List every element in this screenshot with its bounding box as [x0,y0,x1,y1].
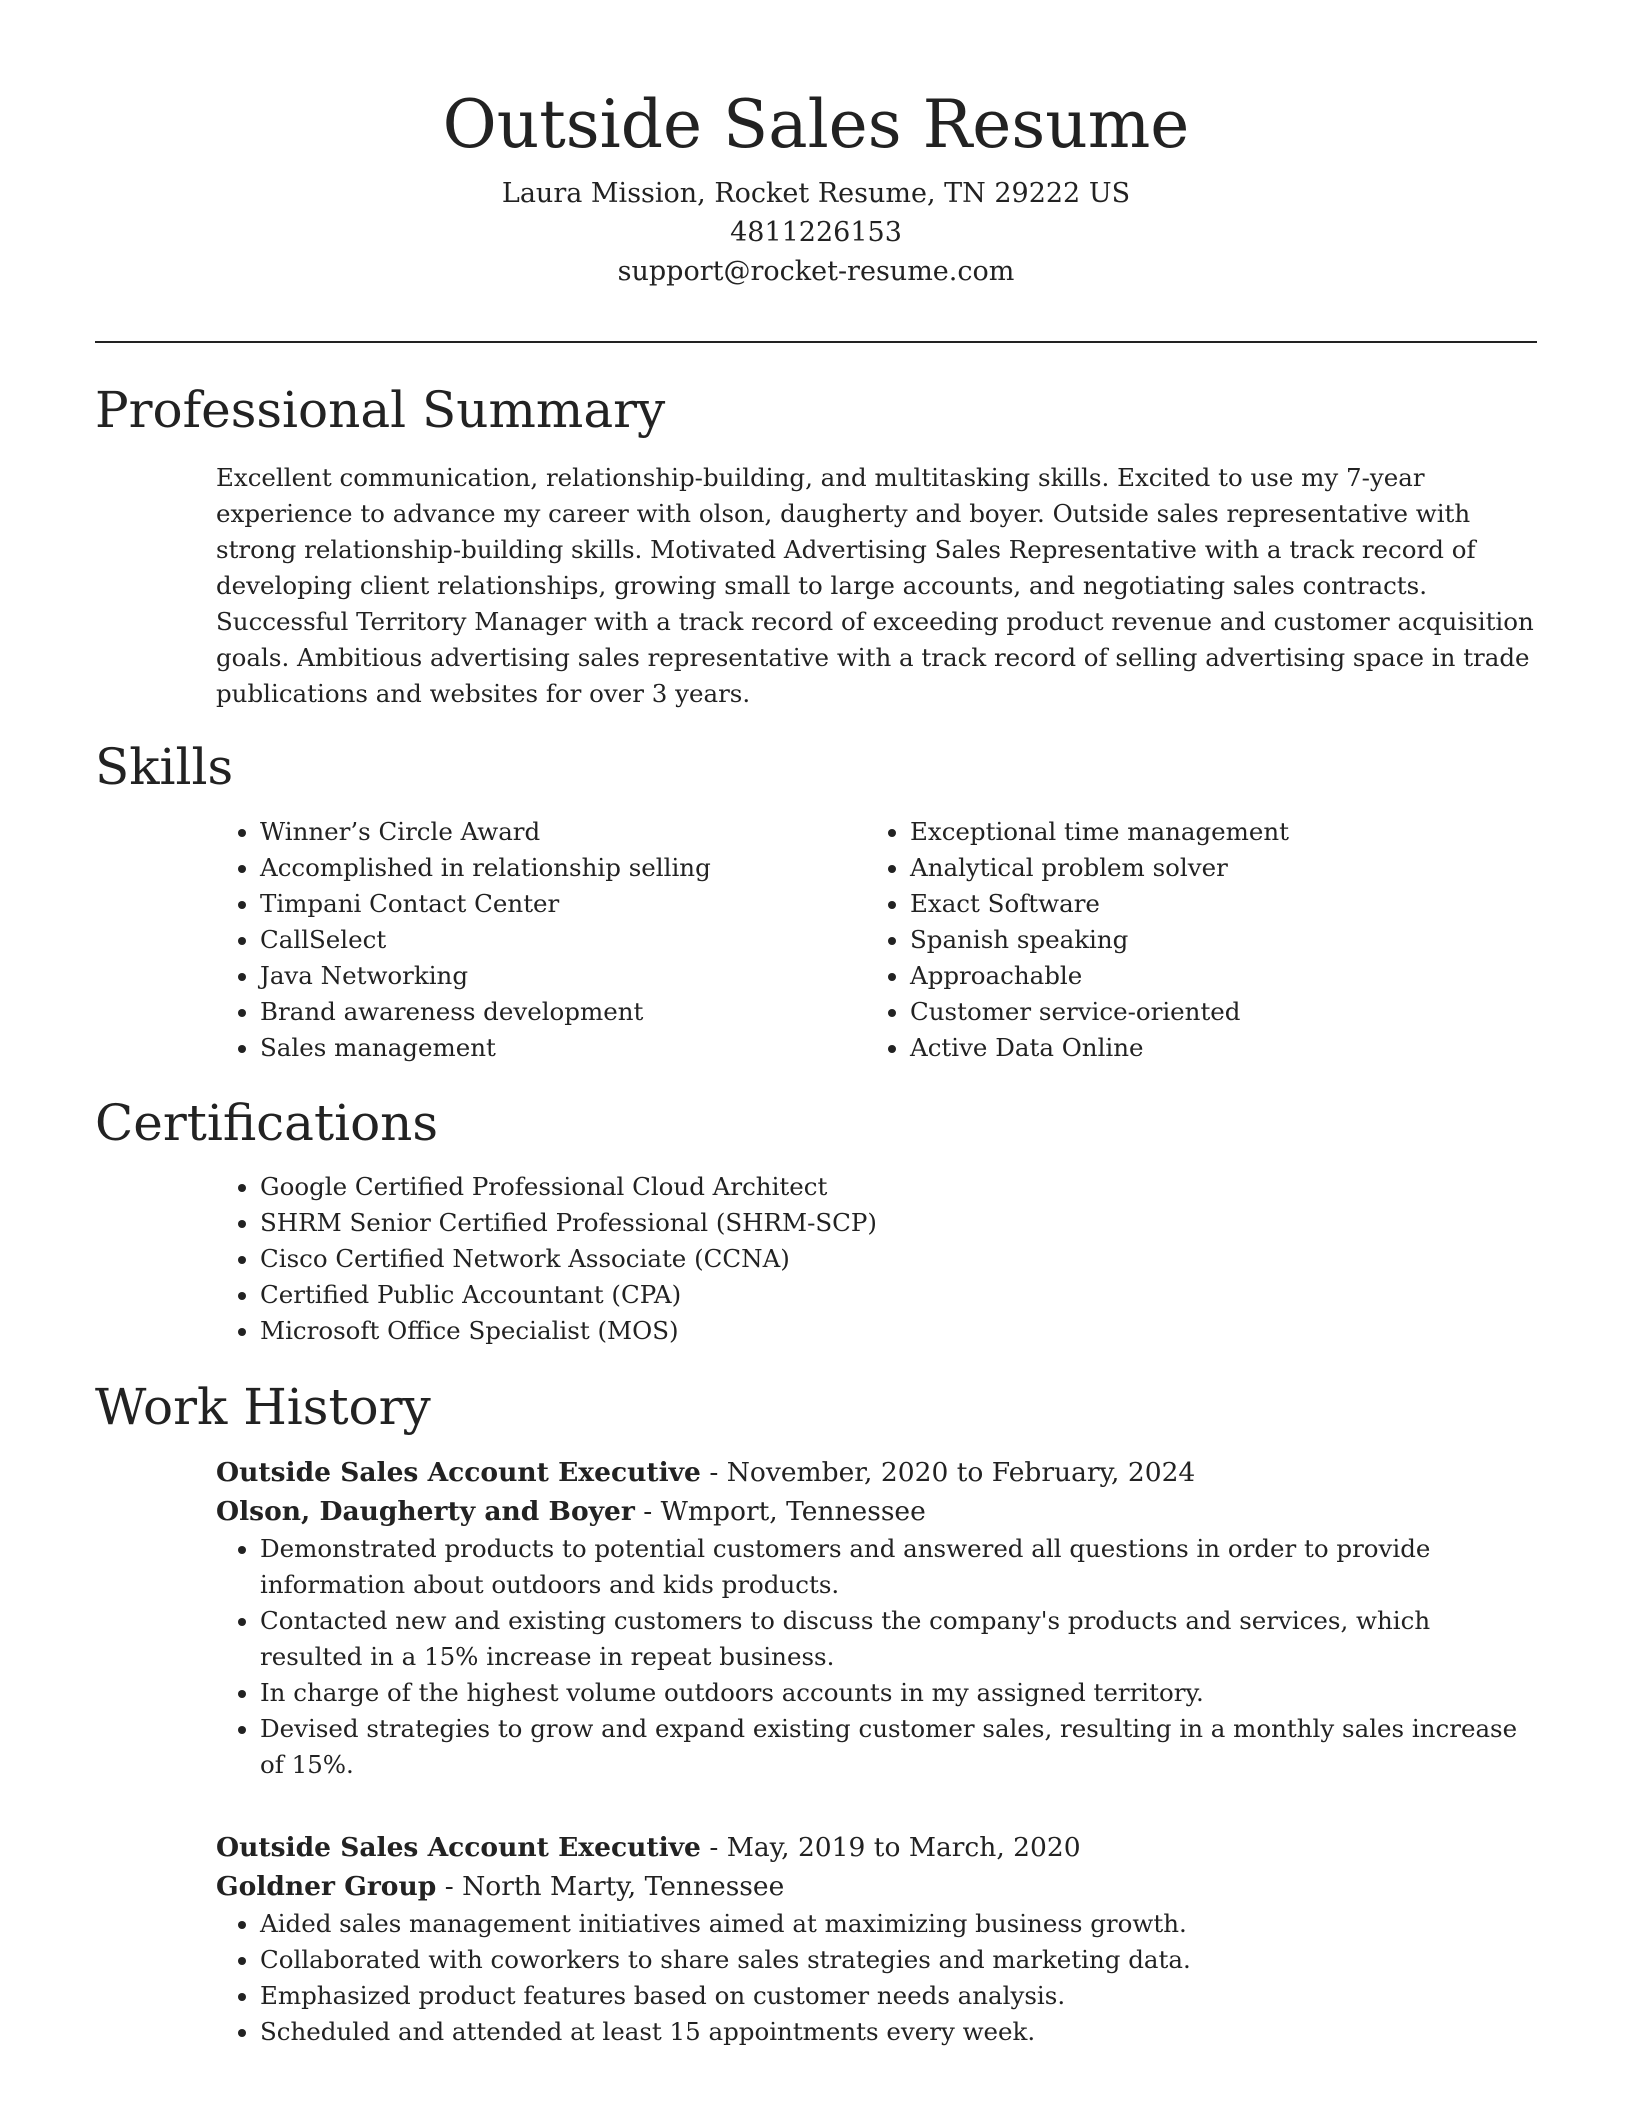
summary-section [216,460,1536,712]
job-location: - Wmport, Tennessee [634,1496,926,1527]
job-title: Outside Sales Account Executive [216,1457,701,1488]
certification-item: • Google Certified Professional Cloud Architect [260,1169,1536,1205]
job-title: Outside Sales Account Executive [216,1832,701,1863]
skill-item: • Java Networking [260,958,866,994]
skills-column-right [866,814,1516,1066]
skills-grid [216,814,1536,1066]
job-company: Goldner Group [216,1871,437,1902]
certifications-section [216,1169,1536,1349]
job-bullet: • Contacted new and existing customers to discuss the company's products and services, which resulted in a 15% increase in repeat business. [260,1603,1536,1675]
job-entry [216,1828,1536,2050]
job-title-line [216,1828,1536,1867]
work-heading: Work History [95,1378,431,1436]
job-company-line [216,1492,1536,1531]
skill-item: • Winner’s Circle Award [260,814,866,850]
certifications-heading: Certifications [95,1094,439,1152]
contact-address: Laura Mission, Rocket Resume, TN 29222 US [501,178,1131,209]
certification-item: • SHRM Senior Certified Professional (SHRM-SCP) [260,1205,1536,1241]
summary-text: Excellent communication, relationship-building, and multitasking skills. Excited to use my 7-year experience to advance my career with olson, daugherty and boyer. Outside sales representative with strong relationship-building skills. Motivated Advertising Sales Representative with a track record of developing client relationships, growing small to large accounts, and negotiating sales contracts. Successful Territory Manager with a track record of exceeding product revenue and customer acquisition goals. Ambitious advertising sales representative with a track record of selling advertising space in trade publications and websites for over 3 years. [216,463,1534,708]
skill-item: • CallSelect [260,922,866,958]
job-bullet: • Emphasized product features based on customer needs analysis. [260,1978,1536,2014]
job-location: - North Marty, Tennessee [436,1871,785,1902]
certification-item: • Certified Public Accountant (CPA) [260,1277,1536,1313]
contact-email: support@rocket-resume.com [617,256,1015,287]
job-bullet: • Scheduled and attended at least 15 appointments every week. [260,2014,1536,2050]
contact-info [95,174,1537,291]
skill-item: • Analytical problem solver [910,850,1516,886]
certification-item: • Cisco Certified Network Associate (CCNA) [260,1241,1536,1277]
skills-section [216,814,1536,1066]
job-dates: - May, 2019 to March, 2020 [700,1832,1081,1863]
header-divider [95,341,1537,343]
job-company-line [216,1867,1536,1906]
skill-item: • Exceptional time management [910,814,1516,850]
job-bullet: • Aided sales management initiatives aimed at maximizing business growth. [260,1906,1536,1942]
skill-item: • Spanish speaking [910,922,1516,958]
skill-item: • Timpani Contact Center [260,886,866,922]
skill-item: • Active Data Online [910,1030,1516,1066]
job-company: Olson, Daugherty and Boyer [216,1496,635,1527]
skill-item: • Customer service-oriented [910,994,1516,1030]
skills-heading: Skills [95,738,234,796]
job-bullet: • Demonstrated products to potential customers and answered all questions in order to provide information about outdoors and kids products. [260,1531,1536,1603]
job-title-line [216,1453,1536,1492]
skill-item: • Accomplished in relationship selling [260,850,866,886]
skill-item: • Approachable [910,958,1516,994]
summary-heading: Professional Summary [95,381,666,439]
job-bullet: • In charge of the highest volume outdoors accounts in my assigned territory. [260,1675,1536,1711]
resume-header [95,78,1537,291]
skills-column-left [216,814,866,1066]
job-dates: - November, 2020 to February, 2024 [700,1457,1196,1488]
certification-item: • Microsoft Office Specialist (MOS) [260,1313,1536,1349]
skill-item: • Brand awareness development [260,994,866,1030]
job-entry [216,1453,1536,1783]
skill-item: • Sales management [260,1030,866,1066]
job-bullet: • Collaborated with coworkers to share sales strategies and marketing data. [260,1942,1536,1978]
page-title: Outside Sales Resume [442,86,1190,163]
job-bullet: • Devised strategies to grow and expand existing customer sales, resulting in a monthly sales increase of 15%. [260,1711,1536,1783]
contact-phone: 4811226153 [730,217,902,248]
skill-item: • Exact Software [910,886,1516,922]
